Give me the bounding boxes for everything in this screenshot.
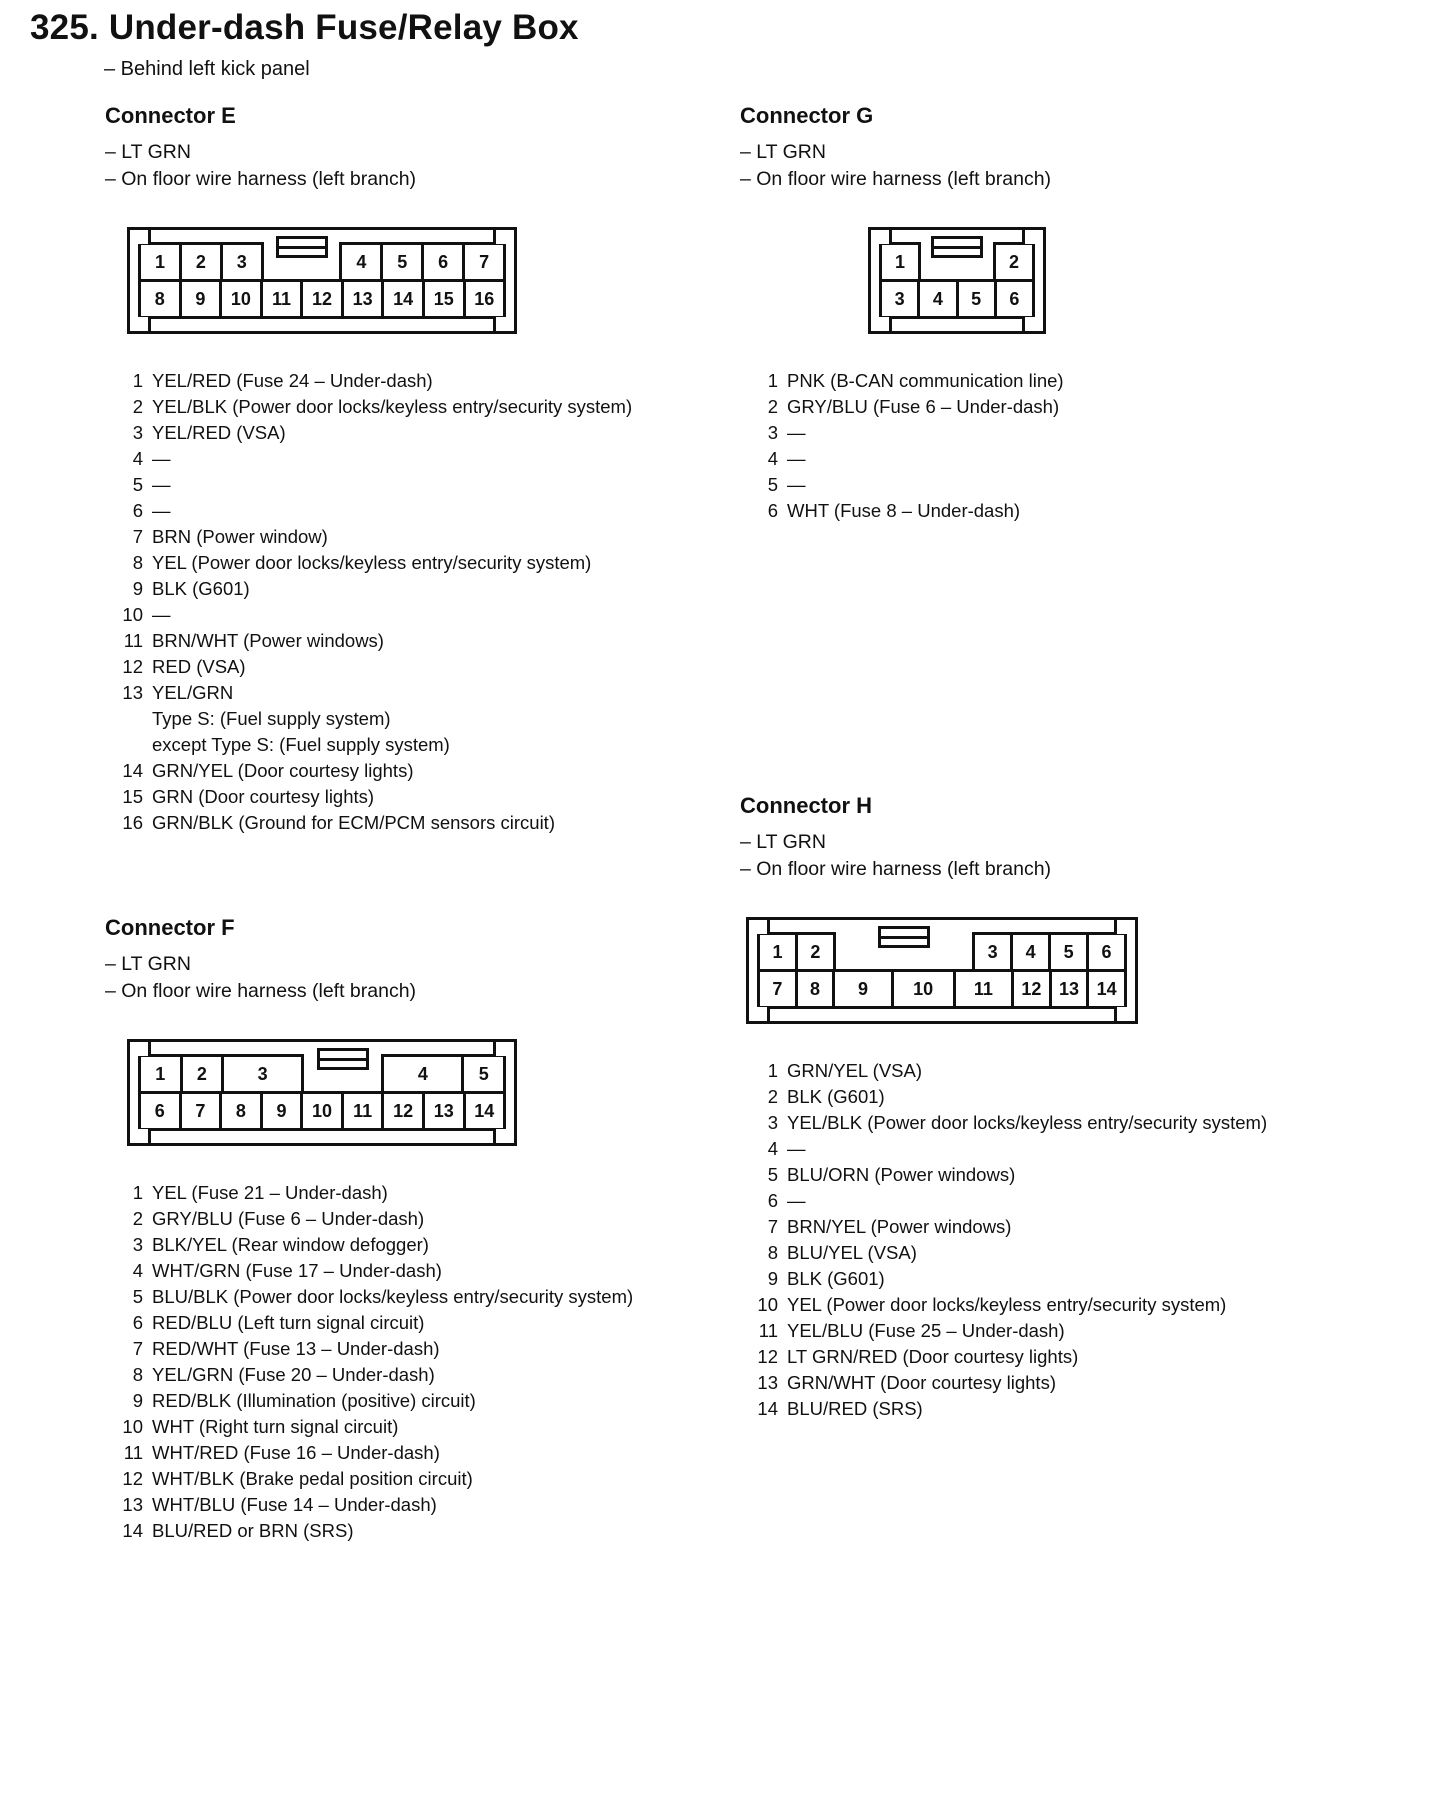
connector-e-location: – On floor wire harness (left branch): [105, 168, 417, 190]
pin-wire-label: BLK (G601): [787, 1086, 885, 1107]
corner-tab-bottom-left: [746, 1007, 770, 1024]
connector-E-pin-desc-14: [105, 758, 730, 784]
connector-G-pin-cavity-5: 5: [959, 279, 997, 319]
pin-wire-label: RED/WHT (Fuse 13 – Under-dash): [152, 1338, 440, 1359]
corner-tab-top-right: [493, 227, 517, 244]
pin-number: 6: [767, 1190, 778, 1211]
connector-H-pin-cavity-4: 4: [1013, 932, 1051, 972]
corner-tab-top-right: [493, 1039, 517, 1056]
pin-number: 12: [122, 656, 143, 677]
connector-G-pin-desc-5: [740, 472, 1440, 498]
pin-number: 1: [767, 1060, 778, 1081]
connector-E-pin-desc-5: [105, 472, 730, 498]
connector-e-section: [105, 103, 730, 836]
connector-E-pin-desc-13: [105, 680, 730, 706]
connector-F-pin-desc-6: [105, 1310, 730, 1336]
page-subtitle: – Behind left kick panel: [104, 58, 310, 80]
pin-number: 1: [132, 1182, 143, 1203]
corner-tab-top-left: [127, 1039, 151, 1056]
connector-H-pin-cavity-11: 11: [956, 969, 1014, 1009]
pin-number: 16: [122, 812, 143, 833]
corner-tab-top-right: [1022, 227, 1046, 244]
pin-wire-label-extra: except Type S: (Fuel supply system): [152, 734, 450, 755]
connector-H-pin-cavity-14: 14: [1089, 969, 1127, 1009]
pin-wire-label: GRN/YEL (Door courtesy lights): [152, 760, 414, 781]
connector-E-pin-cavity-14: 14: [384, 279, 425, 319]
connector-H-pin-desc-12: [740, 1344, 1446, 1370]
pin-number: 13: [757, 1372, 778, 1393]
connector-G-pin-desc-3: [740, 420, 1440, 446]
connector-E-gap: [264, 242, 340, 282]
connector-f-diagram: [127, 1039, 517, 1146]
connector-key-tab: [878, 926, 930, 948]
connector-G-pin-cavity-3: 3: [879, 279, 920, 319]
connector-E-pin-cavity-13: 13: [344, 279, 385, 319]
pin-number: 5: [132, 474, 143, 495]
connector-G-pin-desc-1: [740, 368, 1440, 394]
connector-key-tab: [931, 236, 983, 258]
pin-number: 3: [767, 1112, 778, 1133]
pin-number: 15: [122, 786, 143, 807]
pin-wire-label: GRN/BLK (Ground for ECM/PCM sensors circuit): [152, 812, 555, 833]
pin-wire-label: YEL/RED (Fuse 24 – Under-dash): [152, 370, 433, 391]
connector-F-pin-desc-11: [105, 1440, 730, 1466]
connector-g-title: Connector G: [740, 103, 874, 128]
pin-number: 2: [767, 1086, 778, 1107]
connector-H-pin-desc-10: [740, 1292, 1446, 1318]
connector-F-pin-desc-14: [105, 1518, 730, 1544]
pin-number: 7: [132, 1338, 143, 1359]
connector-H-pin-desc-14: [740, 1396, 1446, 1422]
connector-h-section: [740, 793, 1446, 1422]
connector-E-pin-desc-12: [105, 654, 730, 680]
pin-wire-label: —: [787, 1138, 806, 1159]
connector-E-pin-desc-15: [105, 784, 730, 810]
pin-number-spacer: [105, 706, 143, 732]
connector-F-pin-cavity-14: 14: [466, 1091, 507, 1131]
connector-F-pin-desc-13: [105, 1492, 730, 1518]
connector-E-pin-cavity-8: 8: [138, 279, 182, 319]
connector-H-pin-desc-2: [740, 1084, 1446, 1110]
pin-wire-label: GRN (Door courtesy lights): [152, 786, 375, 807]
pin-number: 2: [132, 396, 143, 417]
connector-F-pin-cavity-11: 11: [344, 1091, 385, 1131]
connector-E-pin-desc-4: [105, 446, 730, 472]
connector-H-pin-cavity-8: 8: [798, 969, 836, 1009]
corner-tab-bottom-right: [1022, 317, 1046, 334]
pin-number: 8: [132, 1364, 143, 1385]
connector-h-diagram: [746, 917, 1138, 1024]
pin-wire-label: YEL (Power door locks/keyless entry/security system): [152, 552, 592, 573]
connector-F-pin-desc-3: [105, 1232, 730, 1258]
corner-tab-top-right: [1114, 917, 1138, 934]
connector-E-pin-cavity-11: 11: [263, 279, 304, 319]
page-title: 325. Under-dash Fuse/Relay Box: [30, 8, 579, 47]
pin-number: 5: [767, 1164, 778, 1185]
connector-E-pin-desc-8: [105, 550, 730, 576]
connector-H-pin-desc-5: [740, 1162, 1446, 1188]
pin-wire-label: BRN/YEL (Power windows): [787, 1216, 1012, 1237]
pin-desc-continuation: [105, 732, 730, 758]
connector-E-pin-desc-3: [105, 420, 730, 446]
pin-number: 11: [123, 1442, 143, 1463]
pin-wire-label: YEL/GRN (Fuse 20 – Under-dash): [152, 1364, 435, 1385]
pin-number: 6: [132, 1312, 143, 1333]
connector-F-pin-desc-8: [105, 1362, 730, 1388]
pin-wire-label: WHT/GRN (Fuse 17 – Under-dash): [152, 1260, 442, 1281]
connector-pin-row: [138, 1091, 506, 1131]
pin-wire-label: RED (VSA): [152, 656, 246, 677]
pin-wire-label: YEL (Power door locks/keyless entry/security system): [787, 1294, 1227, 1315]
connector-F-pin-cavity-8: 8: [222, 1091, 263, 1131]
pin-wire-label: YEL/GRN: [152, 682, 234, 703]
connector-pin-row: [138, 242, 506, 282]
connector-H-pin-desc-6: [740, 1188, 1446, 1214]
connector-H-pin-desc-9: [740, 1266, 1446, 1292]
connector-e-diagram: [127, 227, 517, 334]
connector-E-pin-cavity-6: 6: [424, 242, 465, 282]
pin-wire-label: —: [787, 448, 806, 469]
pin-wire-label: —: [787, 422, 806, 443]
connector-H-pin-cavity-6: 6: [1089, 932, 1127, 972]
connector-E-pin-cavity-2: 2: [182, 242, 223, 282]
pin-wire-label: BLK (G601): [152, 578, 250, 599]
connector-E-pin-cavity-5: 5: [383, 242, 424, 282]
pin-wire-label: RED/BLU (Left turn signal circuit): [152, 1312, 425, 1333]
key-tab-line: [934, 246, 980, 249]
pin-number: 5: [767, 474, 778, 495]
pin-wire-label: WHT (Right turn signal circuit): [152, 1416, 399, 1437]
connector-F-pin-cavity-4: 4: [381, 1054, 464, 1094]
corner-tab-bottom-left: [868, 317, 892, 334]
pin-wire-label: BRN (Power window): [152, 526, 328, 547]
pin-wire-label: BLU/YEL (VSA): [787, 1242, 917, 1263]
pin-wire-label: YEL/RED (VSA): [152, 422, 286, 443]
connector-E-pin-cavity-4: 4: [339, 242, 383, 282]
pin-number: 14: [122, 760, 143, 781]
connector-E-pin-cavity-9: 9: [182, 279, 223, 319]
connector-E-pin-desc-10: [105, 602, 730, 628]
connector-F-gap: [304, 1054, 381, 1094]
connector-frame: [127, 1039, 517, 1146]
connector-f-color: – LT GRN: [105, 953, 191, 975]
connector-g-diagram: [868, 227, 1046, 334]
corner-tab-top-left: [868, 227, 892, 244]
connector-f-title: Connector F: [105, 915, 235, 940]
connector-E-pin-desc-7: [105, 524, 730, 550]
pin-wire-label: BLU/RED (SRS): [787, 1398, 923, 1419]
pin-number: 10: [122, 604, 143, 625]
connector-E-pin-cavity-15: 15: [425, 279, 466, 319]
key-tab-line: [279, 246, 325, 249]
connector-E-pin-desc-2: [105, 394, 730, 420]
connector-F-pin-cavity-2: 2: [183, 1054, 225, 1094]
connector-pin-row: [138, 279, 506, 319]
pin-wire-label: WHT/RED (Fuse 16 – Under-dash): [152, 1442, 440, 1463]
key-tab-line: [881, 936, 927, 939]
connector-pin-row: [757, 969, 1127, 1009]
connector-H-pin-cavity-2: 2: [798, 932, 836, 972]
pin-number: 8: [132, 552, 143, 573]
pin-number: 9: [132, 1390, 143, 1411]
pin-number: 6: [767, 500, 778, 521]
pin-wire-label: BLU/ORN (Power windows): [787, 1164, 1016, 1185]
connector-h-title: Connector H: [740, 793, 872, 818]
connector-frame: [868, 227, 1046, 334]
connector-h-pin-list: [740, 1058, 1446, 1422]
pin-number: 1: [132, 370, 143, 391]
pin-wire-label: LT GRN/RED (Door courtesy lights): [787, 1346, 1079, 1367]
connector-pin-row: [757, 932, 1127, 972]
pin-number: 10: [757, 1294, 778, 1315]
pin-number: 8: [767, 1242, 778, 1263]
pin-wire-label: BLU/BLK (Power door locks/keyless entry/security system): [152, 1286, 634, 1307]
connector-F-pin-desc-12: [105, 1466, 730, 1492]
connector-h-location: – On floor wire harness (left branch): [740, 858, 1052, 880]
connector-G-pin-desc-2: [740, 394, 1440, 420]
connector-F-pin-desc-7: [105, 1336, 730, 1362]
pin-wire-label: WHT/BLU (Fuse 14 – Under-dash): [152, 1494, 437, 1515]
pin-wire-label: YEL/BLU (Fuse 25 – Under-dash): [787, 1320, 1065, 1341]
pin-wire-label: PNK (B-CAN communication line): [787, 370, 1064, 391]
connector-pin-row: [879, 242, 1035, 282]
connector-E-pin-desc-16: [105, 810, 730, 836]
connector-f-section: [105, 915, 730, 1544]
connector-g-location: – On floor wire harness (left branch): [740, 168, 1052, 190]
connector-H-gap: [836, 932, 972, 972]
connector-frame: [127, 227, 517, 334]
connector-E-pin-desc-1: [105, 368, 730, 394]
connector-E-pin-desc-9: [105, 576, 730, 602]
pin-wire-label: GRN/YEL (VSA): [787, 1060, 923, 1081]
connector-H-pin-cavity-12: 12: [1014, 969, 1052, 1009]
connector-F-pin-cavity-6: 6: [138, 1091, 182, 1131]
connector-pin-row: [138, 1054, 506, 1094]
connector-G-pin-desc-6: [740, 498, 1440, 524]
pin-wire-label: BLK (G601): [787, 1268, 885, 1289]
pin-wire-label: —: [787, 474, 806, 495]
connector-E-pin-desc-6: [105, 498, 730, 524]
connector-E-pin-desc-11: [105, 628, 730, 654]
pin-wire-label: WHT (Fuse 8 – Under-dash): [787, 500, 1021, 521]
pin-desc-continuation: [105, 706, 730, 732]
connector-H-pin-desc-3: [740, 1110, 1446, 1136]
connector-E-pin-cavity-1: 1: [138, 242, 182, 282]
connector-e-pin-list: [105, 368, 730, 836]
pin-number: 12: [757, 1346, 778, 1367]
pin-number: 12: [122, 1468, 143, 1489]
corner-tab-top-left: [127, 227, 151, 244]
connector-H-pin-desc-13: [740, 1370, 1446, 1396]
key-tab-line: [320, 1058, 366, 1061]
connector-G-pin-cavity-4: 4: [920, 279, 958, 319]
connector-e-title: Connector E: [105, 103, 236, 128]
pin-number: 4: [132, 1260, 143, 1281]
pin-number: 11: [123, 630, 143, 651]
pin-wire-label: BLK/YEL (Rear window defogger): [152, 1234, 429, 1255]
pin-number: 3: [132, 1234, 143, 1255]
pin-wire-label: WHT/BLK (Brake pedal position circuit): [152, 1468, 473, 1489]
connector-F-pin-cavity-9: 9: [263, 1091, 304, 1131]
corner-tab-bottom-right: [493, 1129, 517, 1146]
pin-number: 14: [757, 1398, 778, 1419]
connector-E-pin-cavity-3: 3: [223, 242, 264, 282]
connector-F-pin-cavity-5: 5: [464, 1054, 506, 1094]
connector-E-pin-cavity-16: 16: [466, 279, 507, 319]
pin-number: 2: [767, 396, 778, 417]
pin-wire-label: —: [787, 1190, 806, 1211]
connector-frame: [746, 917, 1138, 1024]
connector-F-pin-cavity-12: 12: [384, 1091, 425, 1131]
pin-number: 7: [132, 526, 143, 547]
connector-pin-row: [879, 279, 1035, 319]
connector-H-pin-desc-11: [740, 1318, 1446, 1344]
connector-H-pin-cavity-7: 7: [757, 969, 798, 1009]
pin-wire-label: RED/BLK (Illumination (positive) circuit): [152, 1390, 476, 1411]
pin-number: 1: [767, 370, 778, 391]
pin-wire-label: GRY/BLU (Fuse 6 – Under-dash): [152, 1208, 425, 1229]
connector-F-pin-desc-2: [105, 1206, 730, 1232]
connector-H-pin-cavity-3: 3: [972, 932, 1013, 972]
connector-E-pin-cavity-7: 7: [465, 242, 506, 282]
corner-tab-bottom-left: [127, 1129, 151, 1146]
pin-number: 6: [132, 500, 143, 521]
connector-F-pin-desc-9: [105, 1388, 730, 1414]
connector-H-pin-desc-7: [740, 1214, 1446, 1240]
pin-number: 10: [122, 1416, 143, 1437]
pin-number: 4: [132, 448, 143, 469]
pin-wire-label: —: [152, 604, 171, 625]
pin-number: 11: [758, 1320, 778, 1341]
pin-number: 7: [767, 1216, 778, 1237]
connector-key-tab: [317, 1048, 369, 1070]
pin-wire-label: —: [152, 474, 171, 495]
connector-F-pin-desc-10: [105, 1414, 730, 1440]
corner-tab-top-left: [746, 917, 770, 934]
connector-G-pin-cavity-1: 1: [879, 242, 921, 282]
connector-key-tab: [276, 236, 328, 258]
connector-e-color: – LT GRN: [105, 141, 191, 163]
pin-number: 4: [767, 1138, 778, 1159]
connector-F-pin-cavity-1: 1: [138, 1054, 183, 1094]
pin-wire-label: YEL/BLK (Power door locks/keyless entry/security system): [152, 396, 633, 417]
pin-wire-label: GRN/WHT (Door courtesy lights): [787, 1372, 1056, 1393]
connector-F-pin-desc-4: [105, 1258, 730, 1284]
connector-G-pin-desc-4: [740, 446, 1440, 472]
connector-g-color: – LT GRN: [740, 141, 826, 163]
pin-number: 13: [122, 1494, 143, 1515]
connector-f-location: – On floor wire harness (left branch): [105, 980, 417, 1002]
pin-number: 5: [132, 1286, 143, 1307]
connector-F-pin-cavity-7: 7: [182, 1091, 223, 1131]
connector-F-pin-desc-1: [105, 1180, 730, 1206]
connector-H-pin-desc-8: [740, 1240, 1446, 1266]
pin-number: 13: [122, 682, 143, 703]
pin-wire-label: BRN/WHT (Power windows): [152, 630, 384, 651]
pin-number: 3: [767, 422, 778, 443]
connector-F-pin-cavity-3: 3: [224, 1054, 304, 1094]
pin-wire-label: YEL (Fuse 21 – Under-dash): [152, 1182, 388, 1203]
connector-H-pin-cavity-1: 1: [757, 932, 798, 972]
connector-H-pin-cavity-13: 13: [1052, 969, 1090, 1009]
pin-number: 9: [767, 1268, 778, 1289]
pin-wire-label: —: [152, 500, 171, 521]
pin-number: 2: [132, 1208, 143, 1229]
pin-wire-label-extra: Type S: (Fuel supply system): [152, 708, 391, 729]
connector-F-pin-desc-5: [105, 1284, 730, 1310]
connector-E-pin-cavity-10: 10: [222, 279, 263, 319]
pin-number-spacer: [105, 732, 143, 758]
connector-H-pin-cavity-5: 5: [1051, 932, 1089, 972]
pin-wire-label: —: [152, 448, 171, 469]
connector-G-pin-cavity-2: 2: [993, 242, 1035, 282]
pin-number: 14: [122, 1520, 143, 1541]
connector-f-pin-list: [105, 1180, 730, 1544]
connector-F-pin-cavity-13: 13: [425, 1091, 466, 1131]
connector-G-gap: [921, 242, 993, 282]
corner-tab-bottom-right: [1114, 1007, 1138, 1024]
connector-H-pin-cavity-9: 9: [835, 969, 893, 1009]
connector-H-pin-desc-1: [740, 1058, 1446, 1084]
connector-F-pin-cavity-10: 10: [303, 1091, 344, 1131]
pin-wire-label: YEL/BLK (Power door locks/keyless entry/security system): [787, 1112, 1268, 1133]
pin-number: 4: [767, 448, 778, 469]
connector-g-pin-list: [740, 368, 1440, 524]
connector-H-pin-desc-4: [740, 1136, 1446, 1162]
connector-E-pin-cavity-12: 12: [303, 279, 344, 319]
pin-number: 3: [132, 422, 143, 443]
pin-wire-label: BLU/RED or BRN (SRS): [152, 1520, 354, 1541]
pin-wire-label: GRY/BLU (Fuse 6 – Under-dash): [787, 396, 1060, 417]
corner-tab-bottom-right: [493, 317, 517, 334]
pin-number: 9: [132, 578, 143, 599]
connector-H-pin-cavity-10: 10: [894, 969, 956, 1009]
connector-g-section: [740, 103, 1440, 524]
corner-tab-bottom-left: [127, 317, 151, 334]
connector-h-color: – LT GRN: [740, 831, 826, 853]
connector-G-pin-cavity-6: 6: [997, 279, 1035, 319]
